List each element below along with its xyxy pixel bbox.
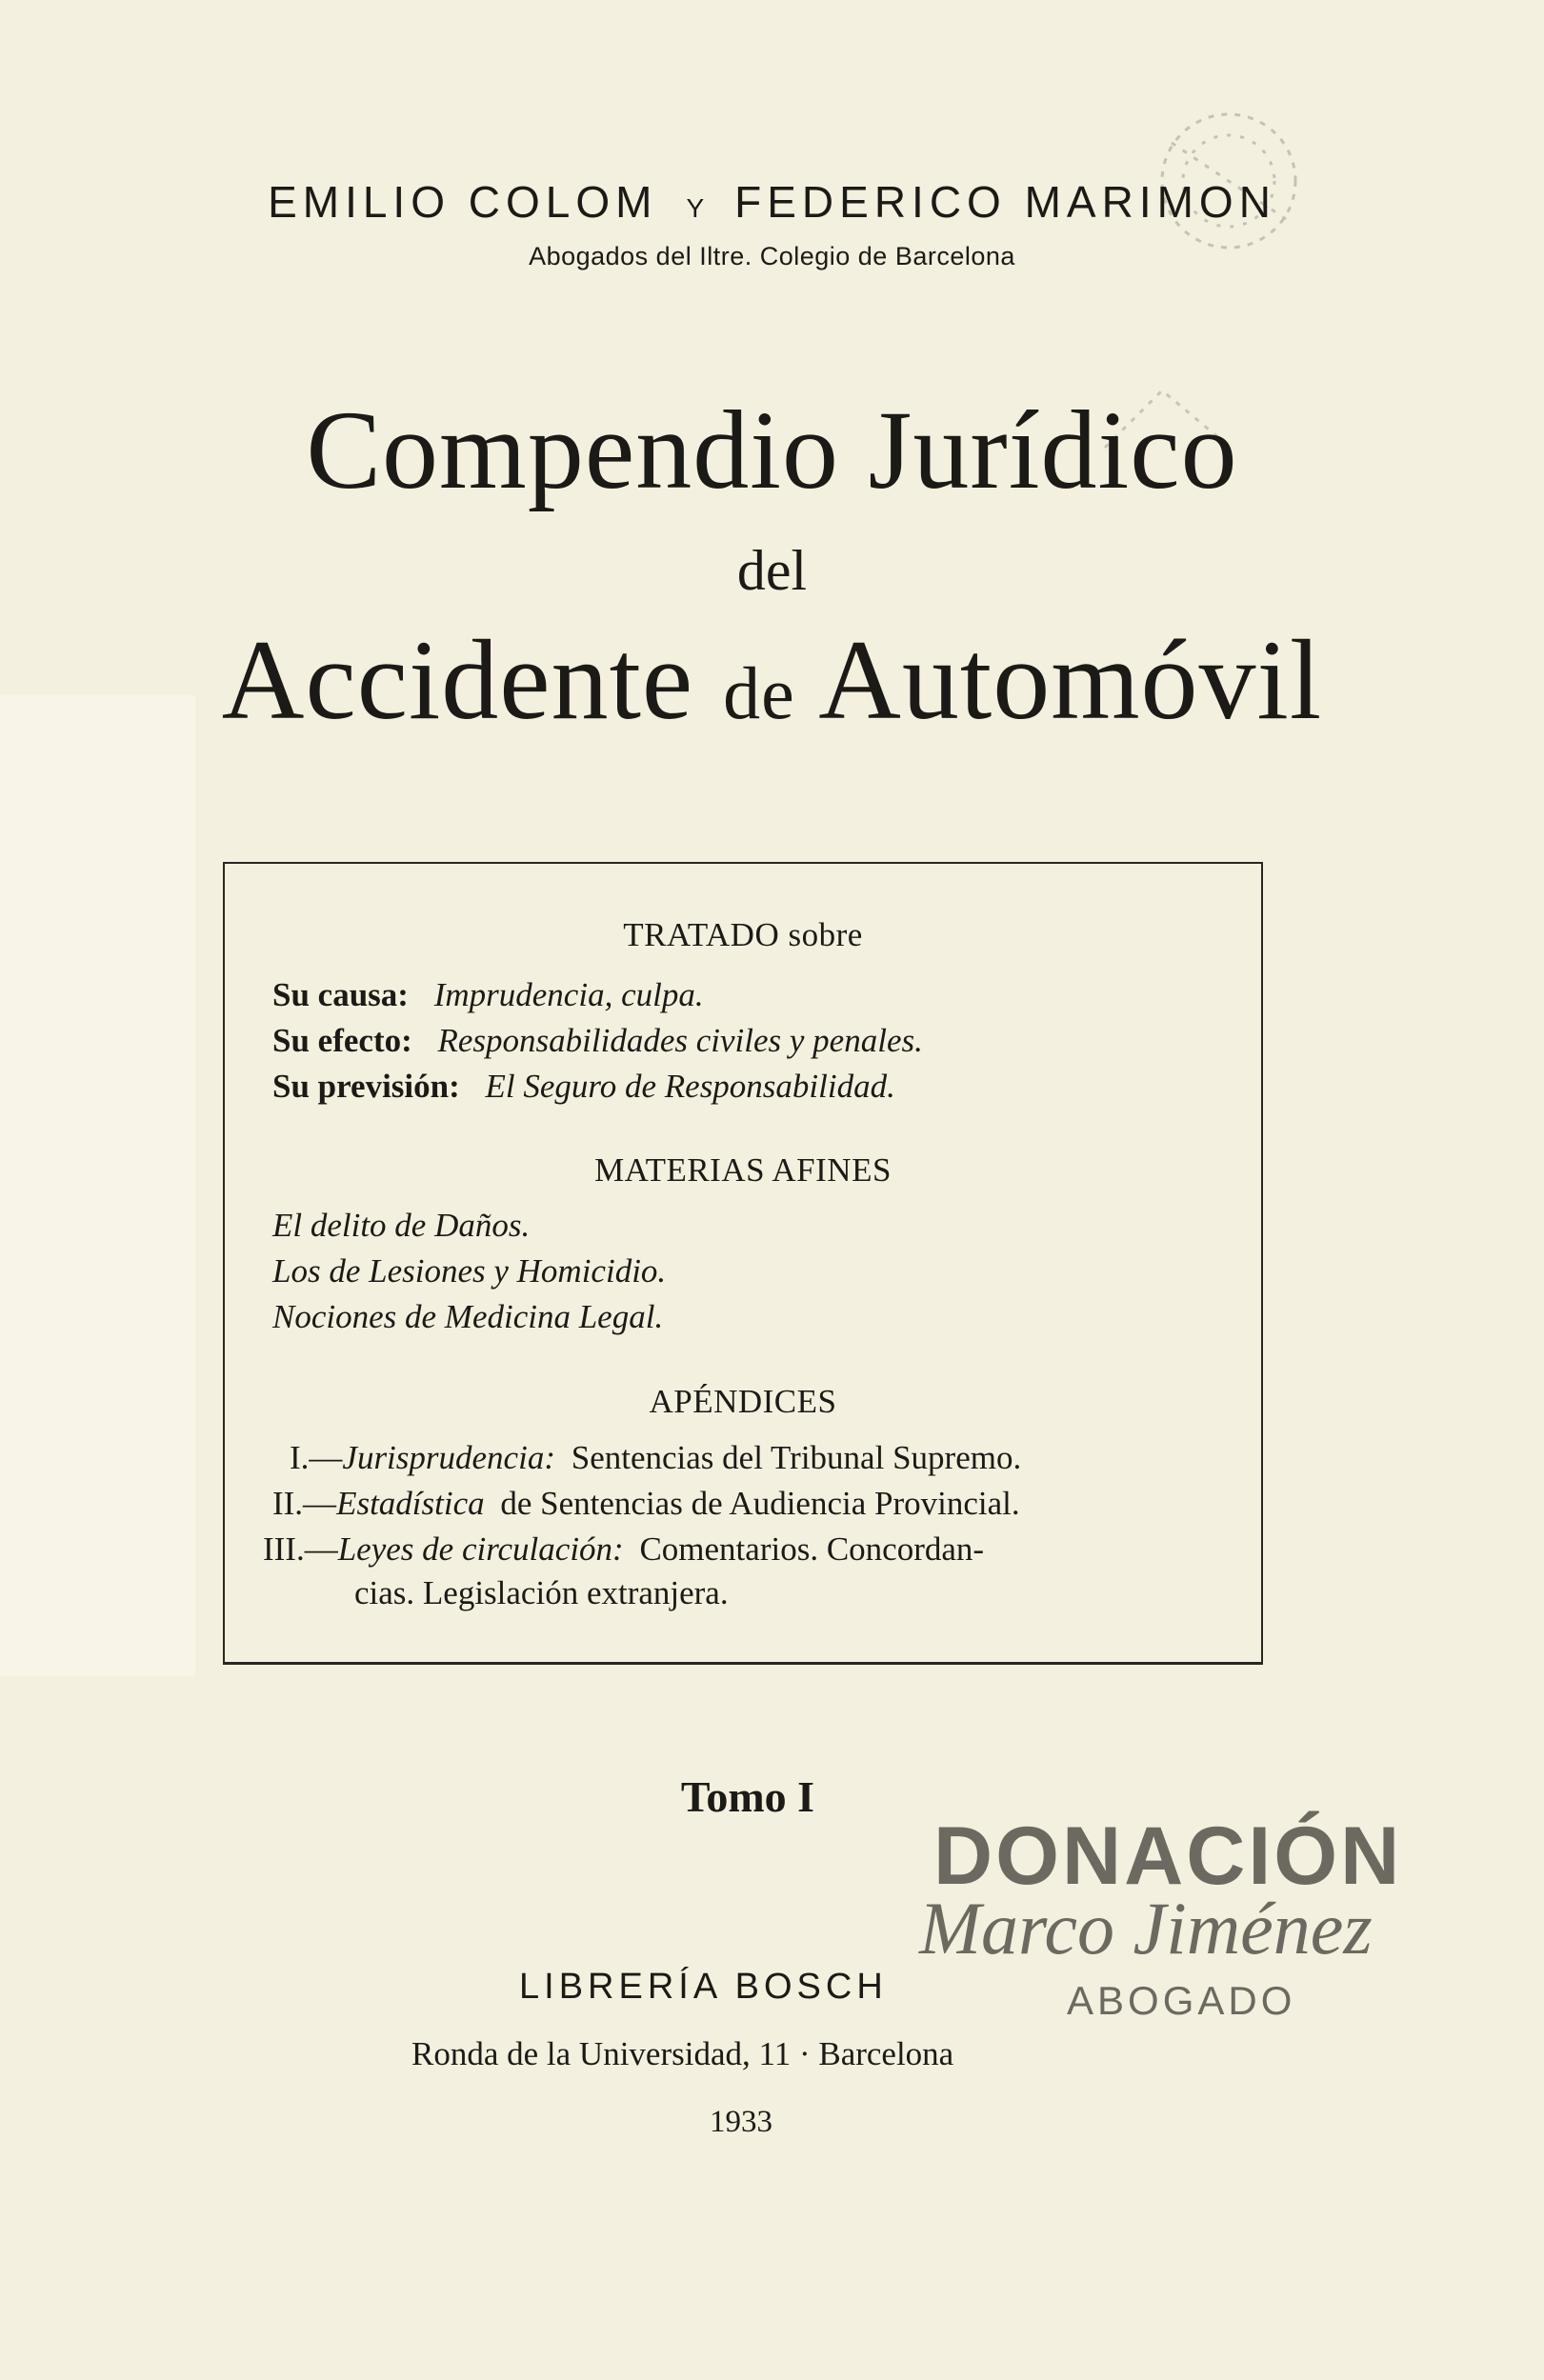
paper-strip	[0, 695, 195, 1676]
tratado-item	[272, 1068, 895, 1106]
materias-item	[272, 1298, 663, 1336]
title-line-2: del	[736, 539, 808, 602]
donation-stamp-name: Marco Jiménez	[919, 1887, 1373, 1970]
author-affiliation: Abogados del Iltre. Colegio de Barcelona	[529, 242, 1015, 270]
title-word-de: de	[723, 651, 795, 734]
title-line-1: Compendio Jurídico	[306, 388, 1238, 512]
apendice-item	[290, 1439, 1021, 1477]
tratado-item	[272, 976, 704, 1014]
apendice-item	[272, 1485, 1020, 1523]
tratado-value: Responsabilidades civiles y penales.	[437, 1022, 923, 1059]
donation-stamp-word: DONACIÓN	[933, 1810, 1403, 1902]
author-1: EMILIO COLOM	[268, 177, 658, 227]
tratado-label: Su causa:	[272, 976, 409, 1013]
publisher: LIBRERÍA BOSCH	[519, 1967, 888, 2007]
apendice-rest: Sentencias del Tribunal Supremo.	[571, 1439, 1022, 1476]
apendices-heading: APÉNDICES	[649, 1383, 837, 1420]
materias-heading: MATERIAS AFINES	[594, 1151, 892, 1189]
title-word-accidente: Accidente	[221, 616, 694, 743]
apendice-continuation: cias. Legislación extranjera.	[354, 1574, 729, 1611]
materias-item	[272, 1207, 530, 1245]
apendice-num: II.—	[272, 1485, 337, 1522]
apendice-num: I.—	[290, 1439, 343, 1476]
publisher-address: Ronda de la Universidad, 11 · Barcelona	[411, 2035, 954, 2072]
apendice-topic: Estadística	[336, 1485, 485, 1522]
apendice-rest: de Sentencias de Audiencia Provincial.	[500, 1485, 1020, 1522]
apendice-num: III.—	[263, 1530, 338, 1568]
materias-text: Los de Lesiones y Homicidio.	[272, 1252, 667, 1290]
tratado-item	[272, 1022, 923, 1060]
apendice-topic: Jurisprudencia:	[342, 1439, 555, 1476]
apendice-topic: Leyes de circulación:	[337, 1530, 624, 1568]
authors	[0, 176, 1544, 228]
tratado-value: El Seguro de Responsabilidad.	[485, 1068, 895, 1105]
publication-year: 1933	[710, 2105, 772, 2139]
contents-box	[223, 862, 1263, 1665]
materias-item	[272, 1252, 666, 1290]
volume-label: Tomo I	[680, 1772, 815, 1821]
materias-text: El delito de Daños.	[272, 1207, 531, 1244]
tratado-label: Su efecto:	[272, 1022, 412, 1059]
apendice-rest: Comentarios. Concordan-	[639, 1530, 985, 1568]
tratado-heading: TRATADO sobre	[623, 916, 863, 953]
title-word-automovil: Automóvil	[818, 616, 1323, 743]
author-2: FEDERICO MARIMON	[734, 177, 1276, 227]
materias-text: Nociones de Medicina Legal.	[272, 1298, 664, 1335]
tratado-label: Su previsión:	[272, 1068, 460, 1105]
tratado-value: Imprudencia, culpa.	[433, 976, 704, 1013]
conjunction: Y	[686, 193, 707, 223]
apendice-item	[263, 1530, 984, 1569]
title-line-3	[0, 614, 1544, 746]
donation-stamp-role: ABOGADO	[1067, 1978, 1296, 2023]
